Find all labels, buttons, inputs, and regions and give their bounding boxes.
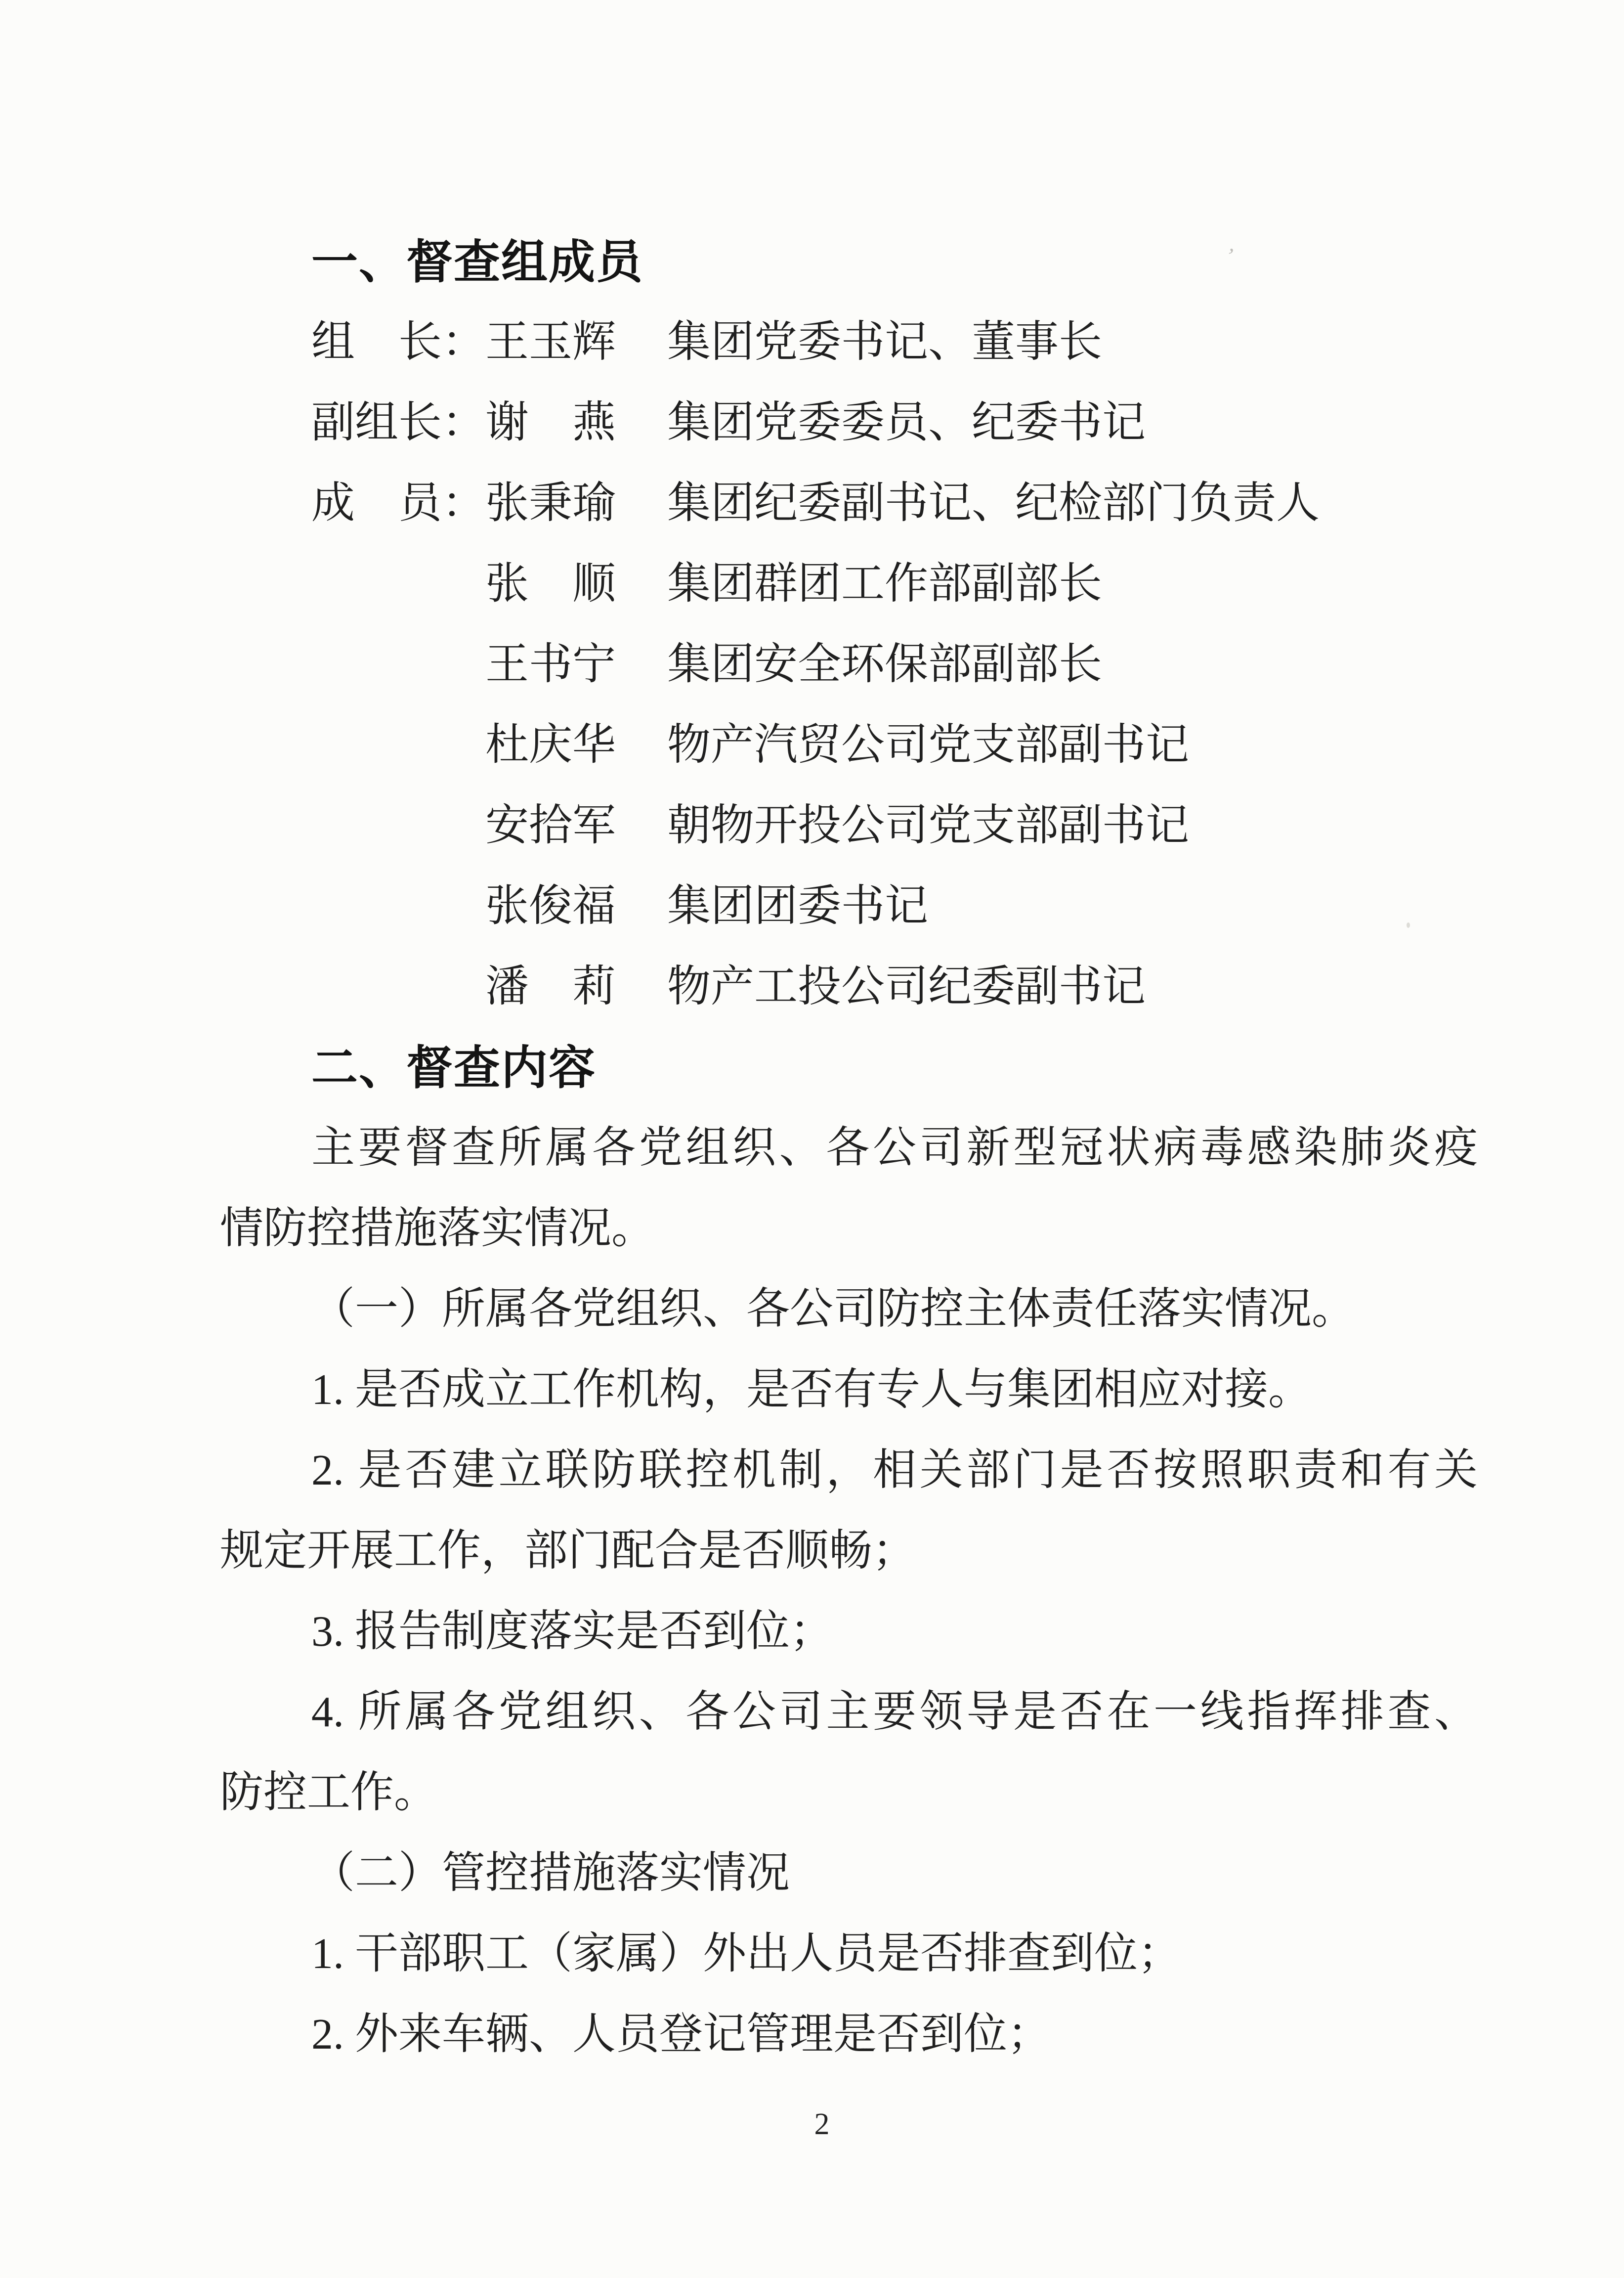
member-row <box>0 463 1624 544</box>
member-name: 王书宁 <box>485 641 616 689</box>
subheading-responsibility: （一）所属各党组织、各公司防控主体责任落实情况。 <box>311 1285 1356 1333</box>
member-title: 集团党委书记、董事长 <box>667 318 1103 366</box>
member-name: 张 顺 <box>485 560 616 608</box>
member-name: 杜庆华 <box>485 721 616 769</box>
list-item-3: 3. 报告制度落实是否到位； <box>311 1608 834 1656</box>
control-list-item-2: 2. 外来车辆、人员登记管理是否到位； <box>311 2011 1051 2059</box>
member-row <box>0 705 1624 786</box>
intro-paragraph-line-1: 主要督查所属各党组织、各公司新型冠状病毒感染肺炎疫 <box>311 1124 1478 1172</box>
member-title: 集团党委委员、纪委书记 <box>667 399 1146 447</box>
list-item-2-line-2: 规定开展工作，部门配合是否顺畅； <box>220 1527 916 1575</box>
member-title: 朝物开投公司党支部副书记 <box>667 802 1190 850</box>
member-row <box>0 544 1624 624</box>
list-item-4-line-1: 4. 所属各党组织、各公司主要领导是否在一线指挥排查、 <box>311 1688 1478 1736</box>
member-name: 张俊福 <box>485 882 616 930</box>
member-title: 集团群团工作部副部长 <box>667 560 1103 608</box>
member-title: 集团团委书记 <box>667 882 929 930</box>
member-role-label: 成 员： <box>311 480 486 527</box>
scan-speck: ’ <box>1224 243 1237 268</box>
member-name: 谢 燕 <box>485 399 616 447</box>
member-row <box>0 866 1624 947</box>
member-row <box>0 624 1624 705</box>
list-item-4-line-2: 防控工作。 <box>220 1769 438 1817</box>
member-row <box>0 947 1624 1027</box>
member-row <box>0 302 1624 383</box>
member-role-label: 组 长： <box>311 318 486 366</box>
page-number: 2 <box>814 2107 830 2141</box>
list-item-1: 1. 是否成立工作机构，是否有专人与集团相应对接。 <box>311 1366 1312 1414</box>
member-name: 王玉辉 <box>485 318 616 366</box>
member-name: 潘 莉 <box>485 963 616 1011</box>
document-text-column <box>0 221 1624 2075</box>
list-item-2-line-1: 2. 是否建立联防联控机制，相关部门是否按照职责和有关 <box>311 1446 1478 1494</box>
member-role-label: 副组长： <box>311 399 486 447</box>
heading-inspection-team: 一、督查组成员 <box>311 236 644 288</box>
member-title: 物产汽贸公司党支部副书记 <box>667 721 1190 769</box>
member-name: 张秉瑜 <box>485 480 616 527</box>
member-row <box>0 786 1624 866</box>
intro-paragraph-line-2: 情防控措施落实情况。 <box>220 1205 655 1253</box>
member-title: 集团纪委副书记、纪检部门负责人 <box>667 480 1320 527</box>
control-list-item-1: 1. 干部职工（家属）外出人员是否排查到位； <box>311 1930 1182 1978</box>
member-row <box>0 383 1624 463</box>
scan-speck <box>1407 922 1410 928</box>
member-name: 安拾军 <box>485 802 616 850</box>
member-title: 物产工投公司纪委副书记 <box>667 963 1146 1011</box>
subheading-control-measures: （二）管控措施落实情况 <box>311 1849 790 1897</box>
member-title: 集团安全环保部副部长 <box>667 641 1103 689</box>
heading-inspection-content: 二、督查内容 <box>311 1042 597 1094</box>
